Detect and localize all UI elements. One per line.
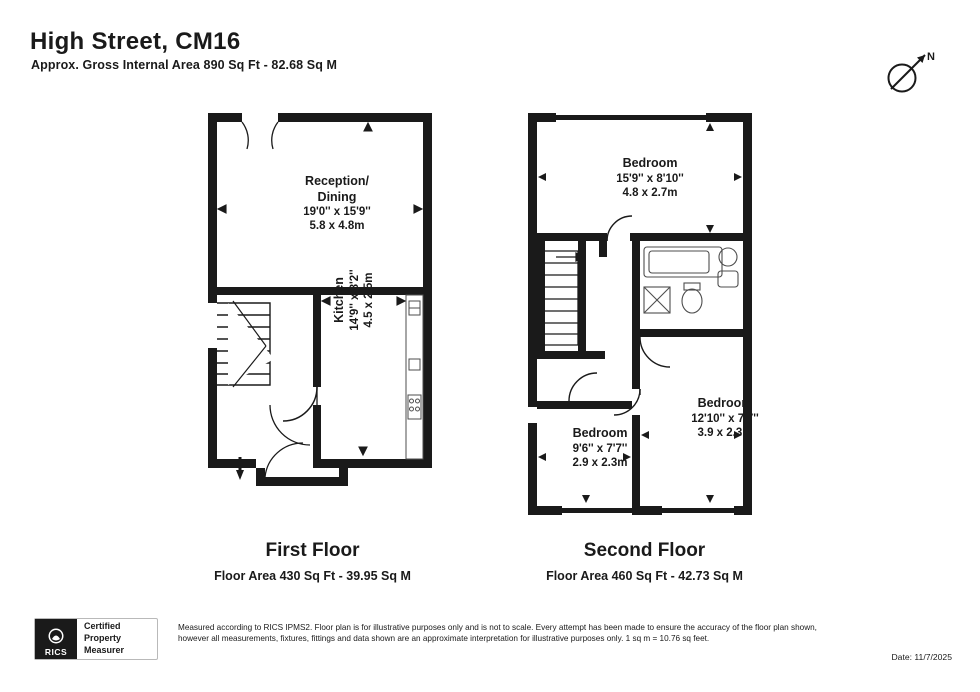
- page-title: High Street, CM16: [30, 28, 241, 55]
- room-label-bedroom-2: Bedroom 12'10'' x 7'7'' 3.9 x 2.3m: [691, 396, 759, 439]
- first-floor-caption: [180, 540, 445, 583]
- second-floor-name: Second Floor: [583, 540, 706, 561]
- first-floor-area: Floor Area 430 Sq Ft - 39.95 Sq M: [214, 569, 411, 583]
- compass-north-icon: [878, 48, 938, 98]
- room-label-reception-dining: Reception/ Dining 19'0'' x 15'9'' 5.8 x 4.8m: [303, 174, 371, 233]
- rics-badge-line1: Certified: [84, 621, 121, 632]
- room-label-kitchen: Kitchen 14'9'' x 8'2'' 4.5 x 2.5m: [332, 269, 375, 331]
- second-floor-caption: [512, 540, 777, 583]
- first-floor-name: First Floor: [265, 540, 360, 561]
- disclaimer-line-1: Measured according to RICS IPMS2. Floor plan is for illustrative purposes only and is not to scale. Every attempt has been made to ensure the accuracy of the floor plan shown,: [178, 623, 817, 632]
- rics-mark-word: RICS: [44, 647, 68, 657]
- second-floor-area: Floor Area 460 Sq Ft - 42.73 Sq M: [546, 569, 743, 583]
- page-subtitle: Approx. Gross Internal Area 890 Sq Ft - 82.68 Sq M: [31, 58, 338, 72]
- rics-certified-badge: [34, 618, 158, 660]
- second-floor-plan: [520, 105, 780, 535]
- first-floor-plan: [200, 105, 460, 505]
- rics-badge-text: [77, 621, 124, 656]
- plan-date: Date: 11/7/2025: [891, 652, 952, 662]
- disclaimer-text: [178, 622, 950, 644]
- svg-text:N: N: [927, 51, 935, 63]
- disclaimer-line-2: however all measurements, fixtures, fittings and data shown are an approximate interpretation for illustrative purposes only. 1 sq m = 10.76 sq feet.: [178, 634, 710, 644]
- room-label-bedroom-3: Bedroom 9'6'' x 7'7'' 2.9 x 2.3m: [572, 426, 628, 469]
- rics-badge-line3: Measurer: [84, 644, 125, 655]
- room-label-bedroom-1: Bedroom 15'9'' x 8'10'' 4.8 x 2.7m: [616, 156, 684, 199]
- rics-badge-line2: Property: [84, 633, 122, 644]
- rics-logo-icon: [35, 619, 77, 659]
